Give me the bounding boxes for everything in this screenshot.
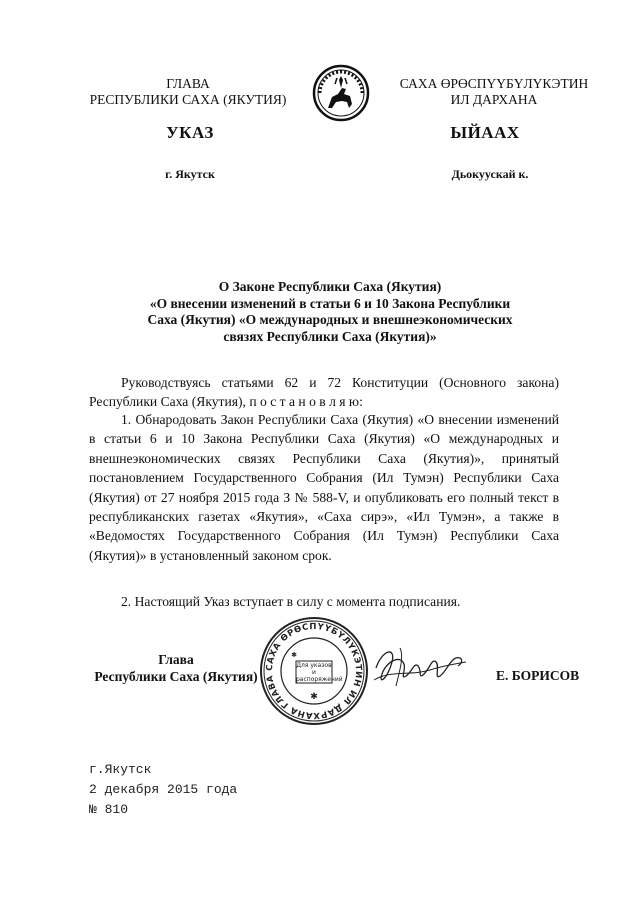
city-sakha: Дьокуускай к. bbox=[451, 167, 529, 181]
signatory-title bbox=[88, 651, 264, 685]
footer-registration bbox=[89, 760, 237, 820]
title-line2: «О внесении изменений в статьи 6 и 10 Закона Республики bbox=[149, 295, 511, 311]
title-line4: связях Республики Саха (Якутия)» bbox=[223, 328, 437, 344]
title-line3: Саха (Якутия) «О международных и внешнеэкономических bbox=[147, 312, 513, 327]
doc-type-ru: УКАЗ bbox=[166, 123, 214, 142]
header-right-line1: САХА ӨРӨСПҮҮБҮЛҮКЭТИН bbox=[399, 76, 589, 91]
signatory-name: Е. БОРИСОВ bbox=[496, 668, 580, 683]
seal-ring-text: САХА ӨРӨСПҮҮБҮЛҮКЭТИН ИЛ ДАРХАНА ГЛАВА bbox=[264, 621, 364, 721]
header-right bbox=[388, 76, 600, 108]
header-left-line2: РЕСПУБЛИКИ САХА (ЯКУТИЯ) bbox=[89, 92, 287, 107]
header-right-line2: ИЛ ДАРХАНА bbox=[450, 92, 538, 107]
official-seal-stamp bbox=[258, 615, 370, 727]
seal-center-text: Для указов и распоряжений bbox=[296, 662, 343, 683]
svg-text:✱: ✱ bbox=[291, 651, 297, 659]
coat-of-arms-emblem bbox=[312, 64, 370, 122]
intro-paragraph: Руководствуясь статьями 62 и 72 Конституции (Основного закона) Республики Саха (Якутия), п о с т а н о в л я ю: bbox=[89, 375, 559, 410]
footer-date: 2 декабря 2015 года bbox=[89, 782, 238, 797]
item-2-paragraph: 2. Настоящий Указ вступает в силу с момента подписания. bbox=[121, 594, 461, 609]
header-left bbox=[80, 76, 296, 108]
svg-text:✱: ✱ bbox=[310, 692, 318, 702]
title-line1: О Законе Республики Саха (Якутия) bbox=[218, 279, 442, 294]
signatory-title-line1: Глава bbox=[158, 652, 194, 667]
footer-city: г.Якутск bbox=[89, 762, 152, 777]
city-ru: г. Якутск bbox=[165, 167, 215, 181]
document-title bbox=[110, 279, 550, 345]
item-1-paragraph: 1. Обнародовать Закон Республики Саха (Якутия) «О внесении изменений в статьи 6 и 10 Закона Республики Саха (Якутия) «О международных и внешнеэкономических связях Республики Саха (Якутия)», принятый постановлением Государственного Собрания (Ил Тумэн) Республики Саха (Якутия) от 27 ноября 2015 года З № 588-V, и опубликовать его полный текст в республиканских газетах «Якутия», «Саха сирэ», «Ил Тумэн», а также в «Ведомостях Государственного Собрания (Ил Тумэн) Республики Саха (Якутия)» в установленный законом срок. bbox=[89, 412, 559, 563]
doc-type-sakha: ЫЙААХ bbox=[450, 123, 520, 142]
header-left-line1: ГЛАВА bbox=[166, 76, 210, 91]
signatory-title-line2: Республики Саха (Якутия) bbox=[94, 669, 258, 684]
footer-number: № 810 bbox=[89, 802, 129, 817]
handwritten-signature bbox=[370, 640, 470, 700]
